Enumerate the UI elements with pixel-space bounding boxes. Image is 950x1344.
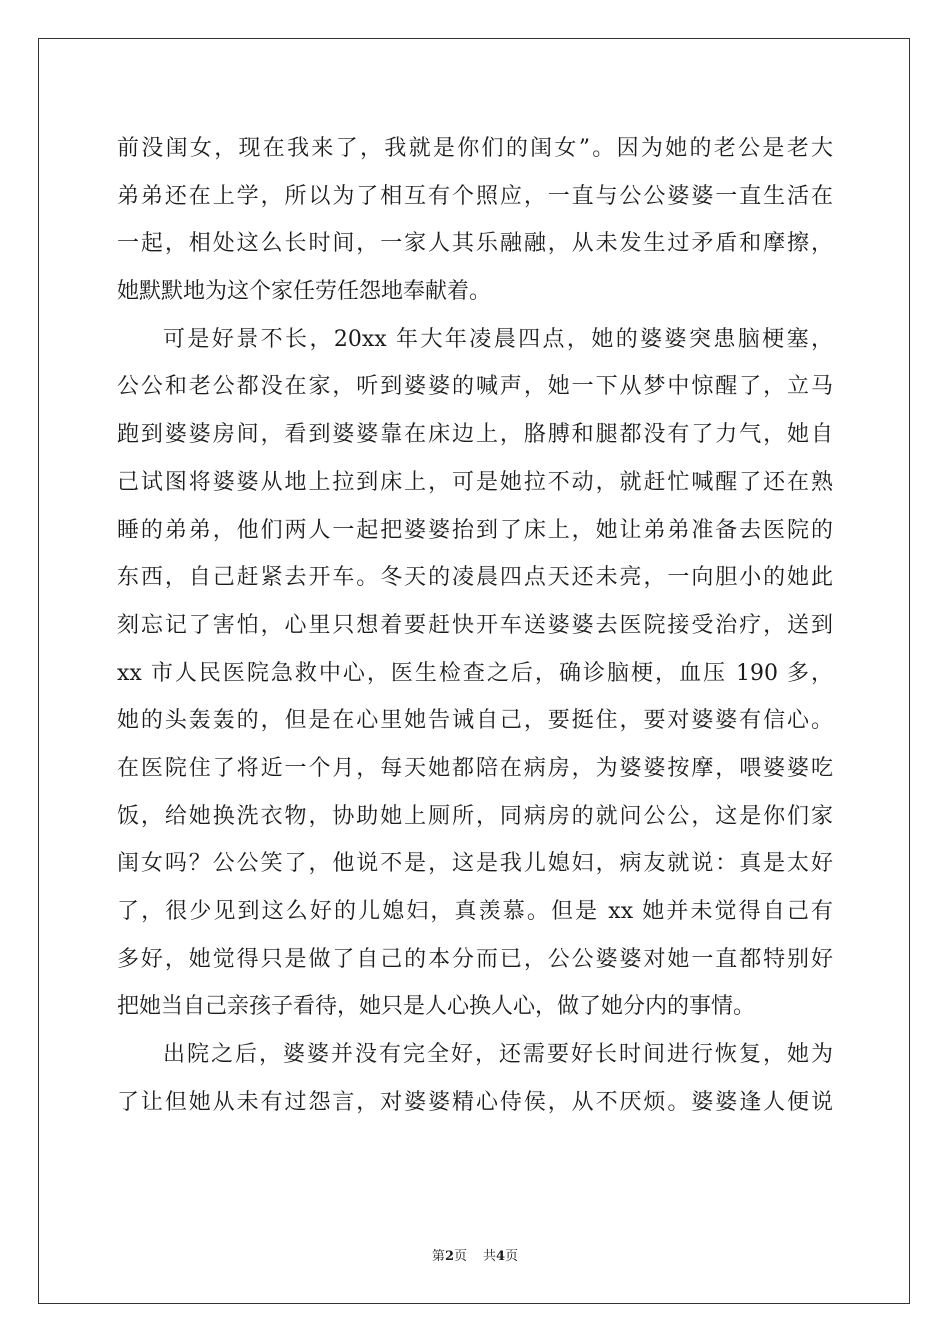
total-suffix: 页	[505, 1249, 519, 1264]
text-line: 弟弟还在上学，所以为了相互有个照应，一直与公公婆婆一直生活在	[117, 183, 833, 209]
page-current: 2	[444, 1249, 454, 1264]
text-line: 出院之后，婆婆并没有完全好，还需要好长时间进行恢复，她为	[163, 1042, 833, 1068]
text-line: 了让但她从未有过怨言，对婆婆精心侍侯，从不厌烦。婆婆逢人便说	[117, 1089, 833, 1115]
text-line: 多好，她觉得只是做了自己的本分而已，公公婆婆对她一直都特别好	[117, 946, 833, 972]
text-line: 睡的弟弟，他们两人一起把婆婆抬到了床上，她让弟弟准备去医院的	[117, 517, 833, 543]
text-line: 闺女吗？公公笑了，他说不是，这是我儿媳妇，病友就说：真是太好	[117, 851, 833, 877]
page-total: 4	[496, 1249, 506, 1264]
text-line: 东西，自己赶紧去开车。冬天的凌晨四点天还未亮，一向胆小的她此	[117, 565, 833, 591]
text-line: 可是好景不长，20xx 年大年凌晨四点，她的婆婆突患脑梗塞，	[163, 326, 833, 352]
page-prefix: 第	[431, 1249, 445, 1264]
text-line: 把她当自己亲孩子看待，她只是人心换人心，做了她分内的事情。	[117, 994, 756, 1020]
total-prefix: 共	[483, 1249, 497, 1264]
text-line: 一起，相处这么长时间，一家人其乐融融，从未发生过矛盾和摩擦，	[117, 231, 833, 257]
text-line: 前没闺女，现在我来了，我就是你们的闺女”。因为她的老公是老大	[117, 136, 833, 161]
text-line: 饭，给她换洗衣物，协助她上厕所，同病房的就问公公，这是你们家	[117, 803, 833, 829]
text-line: 己试图将婆婆从地上拉到床上，可是她拉不动，就赶忙喊醒了还在熟	[117, 469, 833, 495]
text-line: 在医院住了将近一个月，每天她都陪在病房，为婆婆按摩，喂婆婆吃	[117, 755, 833, 781]
page-footer	[0, 1245, 950, 1264]
text-line: 跑到婆婆房间，看到婆婆靠在床边上，胳膊和腿都没有了力气，她自	[117, 422, 833, 448]
text-line: 刻忘记了害怕，心里只想着要赶快开车送婆婆去医院接受治疗，送到	[117, 612, 833, 638]
text-line: 了，很少见到这么好的儿媳妇，真羡慕。但是 xx 她并未觉得自己有	[117, 899, 833, 924]
text-line: xx 市人民医院急救中心，医生检查之后，确诊脑梗，血压 190 多，	[117, 660, 833, 686]
text-line: 她的头轰轰的，但是在心里她告诫自己，要挺住，要对婆婆有信心。	[117, 708, 833, 734]
text-line: 公公和老公都没在家，听到婆婆的喊声，她一下从梦中惊醒了，立马	[117, 374, 833, 400]
document-body	[117, 125, 833, 1126]
page-suffix: 页	[453, 1249, 467, 1264]
text-line: 她默默地为这个家任劳任怨地奉献着。	[117, 279, 492, 305]
